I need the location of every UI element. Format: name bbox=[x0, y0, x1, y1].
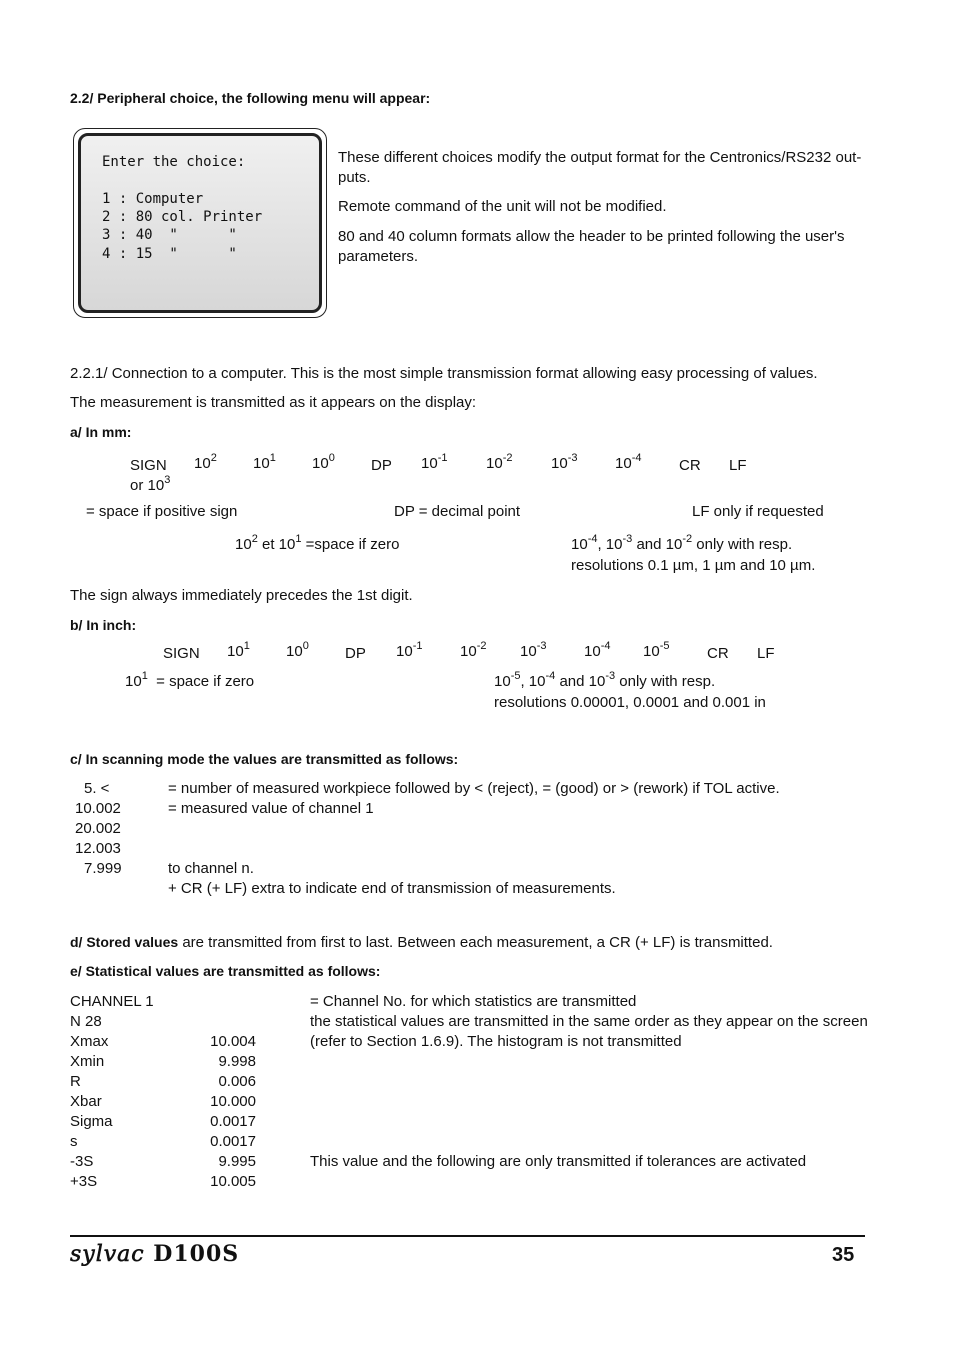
stats-value: 10.005 bbox=[210, 1173, 256, 1190]
mm-10-2: $10^2$ bbox=[194, 452, 217, 472]
mm-or-103: or $10^3$ bbox=[130, 474, 171, 494]
scan-value-3: 20.002 bbox=[75, 820, 121, 837]
stats-label: Sigma bbox=[70, 1113, 113, 1130]
stats-value: 0.0017 bbox=[210, 1113, 256, 1130]
inch-10-m2: $10^{-2}$ bbox=[460, 640, 487, 660]
inch-10-0: $10^0$ bbox=[286, 640, 309, 660]
inch-sign: SIGN bbox=[163, 645, 200, 662]
screen-option-2: 2 : 80 col. Printer bbox=[102, 209, 263, 225]
brand-logo: sylvac D100S bbox=[70, 1241, 240, 1267]
mm-cr: CR bbox=[679, 457, 701, 474]
mm-10-0: $10^0$ bbox=[312, 452, 335, 472]
mm-lf: LF bbox=[729, 457, 747, 474]
page-number: 35 bbox=[832, 1244, 855, 1266]
stats-value: 9.995 bbox=[218, 1153, 256, 1170]
stats-label: +3S bbox=[70, 1173, 98, 1190]
display-screen bbox=[73, 128, 327, 318]
sign-note: The sign always immediately precedes the 1st digit. bbox=[70, 587, 413, 604]
mm-10-m3: $10^{-3}$ bbox=[551, 452, 578, 472]
description-paragraph-1: These different choices modify the output format for the Centronics/RS232 out-puts. bbox=[338, 149, 862, 186]
mm-10-m1: $10^{-1}$ bbox=[421, 452, 448, 472]
scan-desc-5: to channel n. bbox=[168, 860, 254, 877]
footer-divider bbox=[70, 1235, 865, 1237]
description-paragraph-2: Remote command of the unit will not be modified. bbox=[338, 198, 667, 215]
screen-option-4: 4 : 15 " " bbox=[102, 246, 237, 262]
inch-cr: CR bbox=[707, 645, 729, 662]
inch-note-resolution-1: $10^{-5}$, $10^{-4}$ and $10^{-3}$ only with resp. bbox=[494, 670, 716, 690]
mm-10-1: $10^1$ bbox=[253, 452, 276, 472]
stats-label: N 28 bbox=[70, 1013, 102, 1030]
heading-statistics: e/ Statistical values are transmitted as follows: bbox=[70, 963, 381, 979]
mm-10-m2: $10^{-2}$ bbox=[486, 452, 513, 472]
heading-mm: a/ In mm: bbox=[70, 424, 132, 440]
inch-10-m4: $10^{-4}$ bbox=[584, 640, 611, 660]
stats-value: 0.006 bbox=[218, 1073, 256, 1090]
scan-value-1: 5. < bbox=[84, 780, 110, 797]
stats-label: -3S bbox=[70, 1153, 94, 1170]
stats-value: 0.0017 bbox=[210, 1133, 256, 1150]
mm-note-dp: DP = decimal point bbox=[394, 503, 521, 520]
scan-desc-2: = measured value of channel 1 bbox=[168, 800, 374, 817]
mm-dp: DP bbox=[371, 457, 392, 474]
stats-desc-1: = Channel No. for which statistics are transmitted bbox=[310, 993, 637, 1010]
mm-note-resolution-2: resolutions 0.1 µm, 1 µm and 10 µm. bbox=[571, 557, 816, 574]
scan-desc-1: = number of measured workpiece followed by < (reject), = (good) or > (rework) if TOL active. bbox=[168, 780, 780, 797]
mm-10-m4: $10^{-4}$ bbox=[615, 452, 642, 472]
screen-prompt: Enter the choice: bbox=[102, 154, 246, 170]
mm-note-lf: LF only if requested bbox=[692, 503, 824, 520]
heading-scanning: c/ In scanning mode the values are transmitted as follows: bbox=[70, 751, 459, 767]
inch-note-resolution-2: resolutions 0.00001, 0.0001 and 0.001 in bbox=[494, 694, 766, 711]
heading-inch: b/ In inch: bbox=[70, 617, 137, 633]
inch-note-space-zero: $10^1$ = space if zero bbox=[125, 670, 255, 690]
stats-label: Xbar bbox=[70, 1093, 102, 1110]
scan-desc-6: + CR (+ LF) extra to indicate end of transmission of measurements. bbox=[168, 880, 616, 897]
stats-desc-2: the statistical values are transmitted in the same order as they appear on the screen bbox=[310, 1013, 868, 1030]
mm-note-space-zero: $10^2$ et $10^1$ =space if zero bbox=[235, 533, 400, 553]
stored-values-line: d/ Stored values are transmitted from first to last. Between each measurement, a CR (+ LF) is transmitted. bbox=[70, 934, 773, 951]
stats-value: 10.000 bbox=[210, 1093, 256, 1110]
scan-value-4: 12.003 bbox=[75, 840, 121, 857]
inch-10-m5: $10^{-5}$ bbox=[643, 640, 670, 660]
stats-value: 9.998 bbox=[218, 1053, 256, 1070]
stats-desc-4: This value and the following are only transmitted if tolerances are activated bbox=[310, 1153, 807, 1170]
stats-desc-3: (refer to Section 1.6.9). The histogram is not transmitted bbox=[310, 1033, 682, 1050]
mm-note-space-sign: = space if positive sign bbox=[86, 503, 238, 520]
stats-label: Xmax bbox=[70, 1033, 109, 1050]
stats-label: CHANNEL 1 bbox=[70, 993, 154, 1010]
description-paragraph-3: 80 and 40 column formats allow the header to be printed following the user's parameters. bbox=[338, 228, 845, 265]
inch-10-m1: $10^{-1}$ bbox=[396, 640, 423, 660]
display-screen-inner bbox=[78, 133, 322, 313]
stats-label: Xmin bbox=[70, 1053, 105, 1070]
screen-option-1: 1 : Computer bbox=[102, 191, 204, 207]
scan-value-2: 10.002 bbox=[75, 800, 121, 817]
section-title: 2.2/ Peripheral choice, the following menu will appear: bbox=[70, 90, 431, 106]
subsection-221: 2.2.1/ Connection to a computer. This is the most simple transmission format allowing easy processing of values. bbox=[70, 365, 818, 382]
screen-option-3: 3 : 40 " " bbox=[102, 227, 237, 243]
inch-lf: LF bbox=[757, 645, 775, 662]
stats-label: R bbox=[70, 1073, 81, 1090]
mm-note-resolution-1: $10^{-4}$, $10^{-3}$ and $10^{-2}$ only with resp. bbox=[571, 533, 793, 553]
inch-10-m3: $10^{-3}$ bbox=[520, 640, 547, 660]
scan-value-5: 7.999 bbox=[84, 860, 122, 877]
transmitted-line: The measurement is transmitted as it appears on the display: bbox=[70, 394, 477, 411]
inch-10-1: $10^1$ bbox=[227, 640, 250, 660]
inch-dp: DP bbox=[345, 645, 366, 662]
mm-sign: SIGN bbox=[130, 457, 167, 474]
stats-label: s bbox=[70, 1133, 78, 1150]
stats-value: 10.004 bbox=[210, 1033, 256, 1050]
